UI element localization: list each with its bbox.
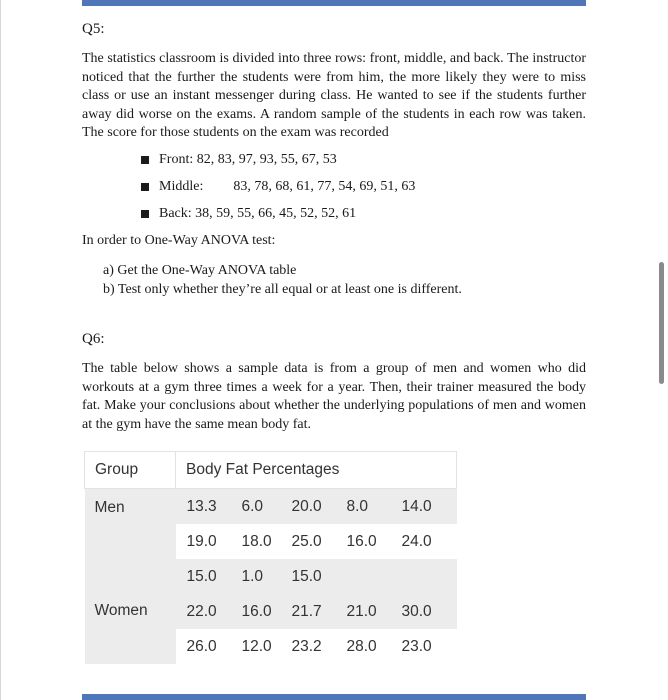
scrollbar[interactable]: [659, 262, 664, 384]
table-cell: 15.0: [292, 559, 347, 594]
list-item: b) Test only whether they’re all equal or at least one is different.: [103, 282, 462, 297]
table-cell: [402, 559, 457, 594]
table-cell: 25.0: [291, 532, 322, 550]
group-label-men: Men: [85, 489, 176, 595]
table-cell: 28.0: [346, 637, 377, 655]
table-cell: [347, 559, 402, 594]
table-cell: 16.0: [346, 532, 377, 550]
table-cell: 1.0: [242, 559, 292, 594]
row-label: Middle:: [159, 179, 204, 194]
q6-title: Q6:: [82, 331, 105, 347]
row-values: 83, 78, 68, 61, 77, 54, 69, 51, 63: [233, 179, 416, 194]
row-values: 82, 83, 97, 93, 55, 67, 53: [196, 152, 337, 167]
q5-title: Q5:: [82, 21, 105, 37]
list-item: a) Get the One-Way ANOVA table: [103, 263, 297, 278]
top-accent-bar: [82, 0, 586, 6]
table-cell: 13.3: [176, 489, 242, 525]
table-cell: 18.0: [241, 532, 272, 550]
table-cell: 21.0: [347, 594, 402, 629]
bullet-icon: [141, 210, 149, 218]
table-cell: 8.0: [347, 489, 402, 525]
table-row: [85, 594, 457, 629]
table-row: [85, 489, 457, 525]
table-cell: 22.0: [176, 594, 242, 629]
body-fat-table: [84, 451, 457, 664]
table-cell: 16.0: [242, 594, 292, 629]
table-cell: 23.2: [291, 637, 322, 655]
group-label-women: Women: [85, 594, 176, 664]
row-label: Back:: [159, 206, 192, 221]
table-cell: 20.0: [292, 489, 347, 525]
table-cell: 19.0: [186, 532, 217, 550]
q5-intro: The statistics classroom is divided into three rows: front, middle, and back. The instructor noticed that the further the students were from him, the more likely they were to miss class or use an instant messenger during class. He wanted to see if the students further away did worse on the exams. A random sample of the students in each row was taken. The score for those students on the exam was recorded: [82, 51, 586, 141]
table-header-row: [85, 452, 457, 489]
table-cell: 21.7: [292, 594, 347, 629]
table-cell: 12.0: [241, 637, 272, 655]
table-cell: 15.0: [176, 559, 242, 594]
table-cell: 24.0: [401, 532, 432, 550]
list-item: [141, 151, 415, 178]
table-cell: 26.0: [186, 637, 217, 655]
q5-instruction: In order to One-Way ANOVA test:: [82, 233, 276, 248]
q6-intro: The table below shows a sample data is from a group of men and women who did workouts at a gym three times a week for a year. Then, their trainer measured the body fat. Make your conclusions about whether the underlying populations of men and women at the gym have the same mean body fat.: [82, 361, 586, 432]
row-label: Front:: [159, 152, 194, 167]
column-header-values: Body Fat Percentages: [176, 452, 457, 489]
table-cell: 30.0: [402, 594, 457, 629]
column-header-group: Group: [85, 452, 176, 489]
bullet-icon: [141, 183, 149, 191]
list-item: [141, 205, 415, 232]
row-values: 38, 59, 55, 66, 45, 52, 52, 61: [195, 206, 357, 221]
table-cell: 6.0: [242, 489, 292, 525]
bottom-accent-bar: [82, 694, 586, 700]
table-cell: 23.0: [401, 637, 432, 655]
q5-score-list: [141, 151, 415, 232]
table-cell: 14.0: [402, 489, 457, 525]
list-item: [141, 178, 415, 205]
page-edge: [0, 0, 1, 700]
bullet-icon: [141, 156, 149, 164]
q5-task-list: [103, 262, 462, 300]
